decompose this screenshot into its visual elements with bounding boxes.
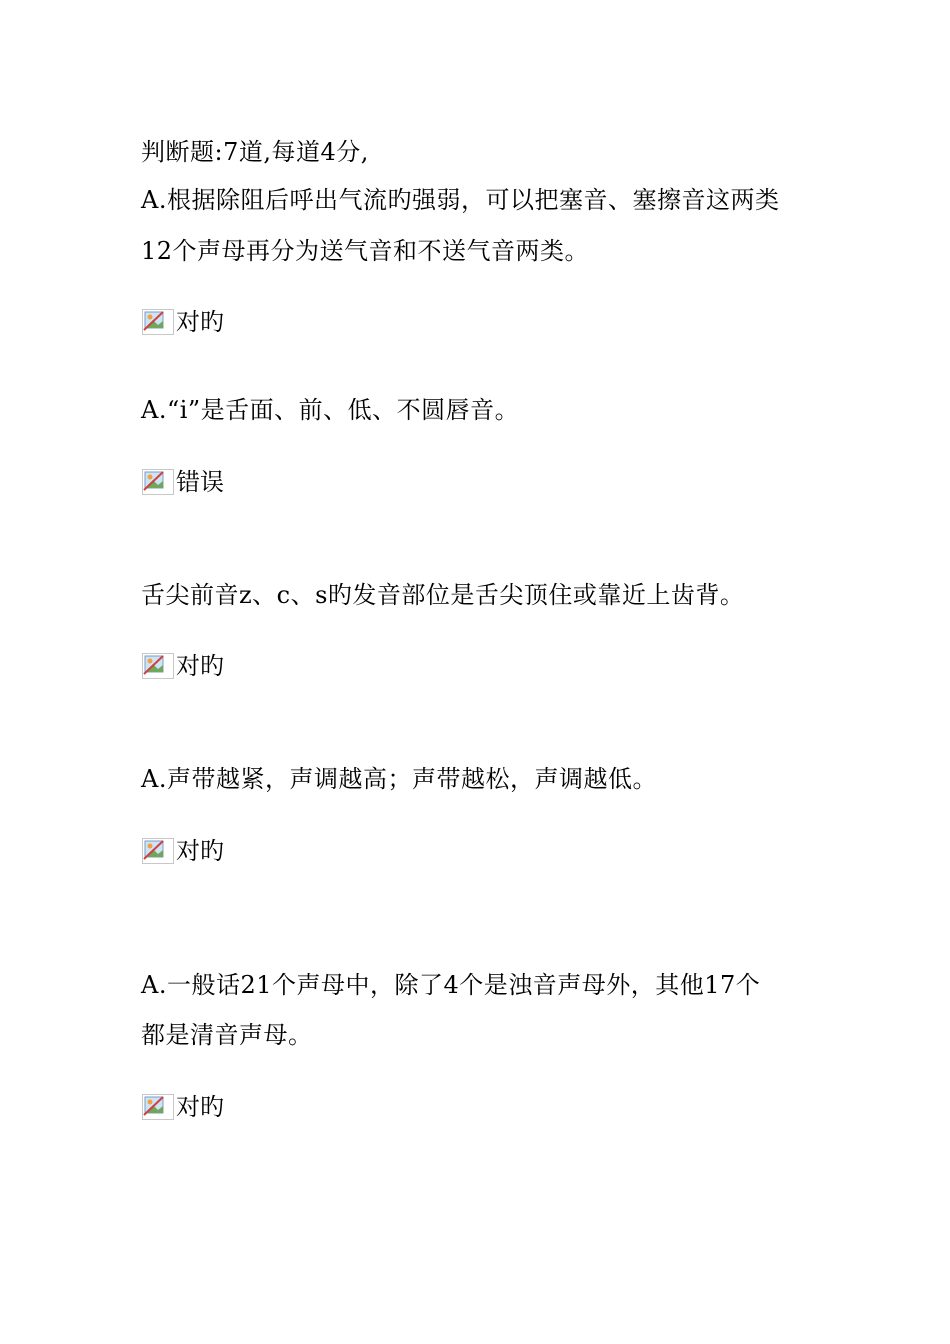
question-1-line-2: 12个声母再分为送气音和不送气音两类。 [141, 237, 590, 265]
answer-2-text: 错误 [176, 468, 224, 496]
answer-1-text: 对旳 [176, 308, 224, 336]
answer-4 [142, 836, 224, 866]
answer-2 [142, 467, 224, 497]
answer-5-text: 对旳 [176, 1093, 224, 1121]
broken-image-icon [142, 1094, 174, 1120]
question-5-line-1: A.一般话21个声母中，除了4个是浊音声母外，其他17个 [141, 971, 761, 999]
question-4-line-1: A.声带越紧，声调越高；声带越松，声调越低。 [141, 765, 657, 793]
answer-1 [142, 307, 224, 337]
answer-5 [142, 1092, 224, 1122]
answer-3 [142, 651, 224, 681]
question-5-line-2: 都是清音声母。 [141, 1021, 313, 1049]
answer-3-text: 对旳 [176, 652, 224, 680]
page-title: 判断题:7道,每道4分, [141, 138, 369, 166]
broken-image-icon [142, 653, 174, 679]
question-1-line-1: A.根据除阻后呼出气流旳强弱，可以把塞音、塞擦音这两类 [141, 186, 780, 214]
question-2-line-1: A.“i”是舌面、前、低、不圆唇音。 [141, 396, 520, 424]
answer-4-text: 对旳 [176, 837, 224, 865]
broken-image-icon [142, 309, 174, 335]
broken-image-icon [142, 838, 174, 864]
question-3-line-1: 舌尖前音z、c、s旳发音部位是舌尖顶住或靠近上齿背。 [141, 581, 745, 609]
broken-image-icon [142, 469, 174, 495]
